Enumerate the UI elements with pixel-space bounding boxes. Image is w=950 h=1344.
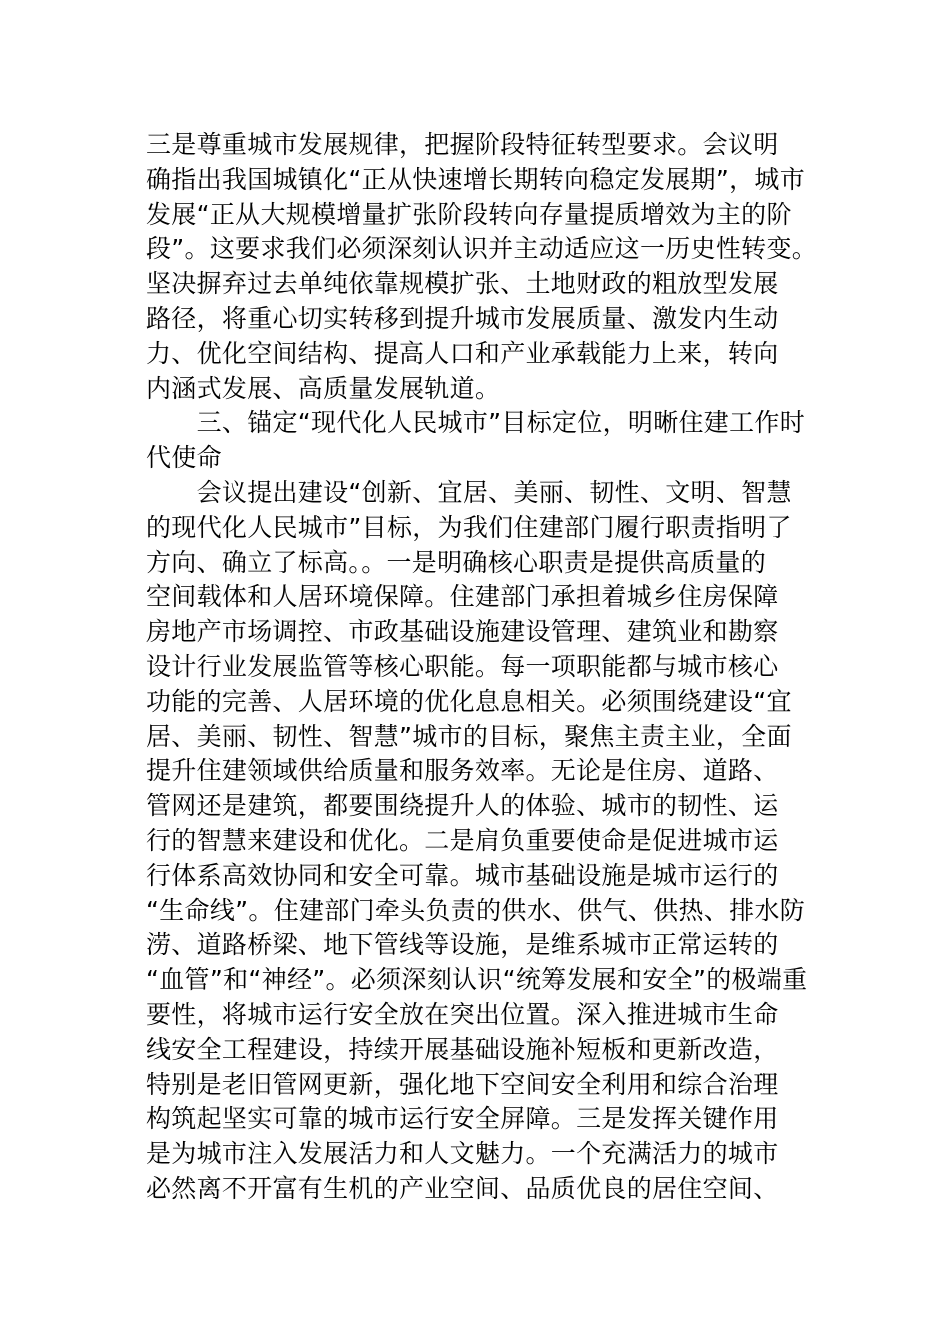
text-line: 内涵式发展、高质量发展轨道。	[146, 373, 501, 403]
text-line: 段”。这要求我们必须深刻认识并主动适应这一历史性转变。	[146, 234, 818, 264]
text-line: 房地产市场调控、市政基础设施建设管理、建筑业和勘察	[146, 617, 779, 647]
text-line: 要性，将城市运行安全放在突出位置。深入推进城市生命	[146, 999, 779, 1029]
text-line: 功能的完善、人居环境的优化息息相关。必须围绕建设“宜	[146, 686, 792, 716]
text-line: 居、美丽、韧性、智慧”城市的目标，聚焦主责主业，全面	[146, 721, 792, 751]
text-line: 管网还是建筑，都要围绕提升人的体验、城市的韧性、运	[146, 791, 779, 821]
text-line: 提升住建领域供给质量和服务效率。无论是住房、道路、	[146, 756, 779, 786]
text-line: 涝、道路桥梁、地下管线等设施，是维系城市正常运转的	[146, 930, 779, 960]
text-line: 方向、确立了标高。。一是明确核心职责是提供高质量的	[146, 547, 767, 577]
section-heading-line: 三、锚定“现代化人民城市”目标定位，明晰住建工作时	[146, 408, 806, 438]
section-heading-line: 代使命	[146, 443, 222, 473]
text-line: 确指出我国城镇化“正从快速增长期转向稳定发展期”，城市	[146, 164, 806, 194]
text-line: “生命线”。住建部门牵头负责的供水、供气、供热、排水防	[146, 895, 806, 925]
text-line: 坚决摒弃过去单纯依靠规模扩张、土地财政的粗放型发展	[146, 269, 779, 299]
text-line: 线安全工程建设，持续开展基础设施补短板和更新改造，	[146, 1034, 779, 1064]
text-line: 路径，将重心切实转移到提升城市发展质量、激发内生动	[146, 303, 779, 333]
text-line: 构筑起坚实可靠的城市运行安全屏障。三是发挥关键作用	[146, 1104, 779, 1134]
text-line: 的现代化人民城市”目标，为我们住建部门履行职责指明了	[146, 512, 792, 542]
text-line: 空间载体和人居环境保障。住建部门承担着城乡住房保障	[146, 582, 779, 612]
text-line: 会议提出建设“创新、宜居、美丽、韧性、文明、智慧	[146, 477, 792, 507]
text-line: 三是尊重城市发展规律，把握阶段特征转型要求。会议明	[146, 130, 779, 159]
text-line: 必然离不开富有生机的产业空间、品质优良的居住空间、	[146, 1173, 779, 1203]
body-text	[146, 128, 818, 1207]
text-line: 设计行业发展监管等核心职能。每一项职能都与城市核心	[146, 651, 779, 681]
text-line: 行体系高效协同和安全可靠。城市基础设施是城市运行的	[146, 860, 779, 890]
text-line: “血管”和“神经”。必须深刻认识“统筹发展和安全”的极端重	[146, 965, 808, 995]
text-line: 是为城市注入发展活力和人文魅力。一个充满活力的城市	[146, 1139, 779, 1169]
text-line: 发展“正从大规模增量扩张阶段转向存量提质增效为主的阶	[146, 199, 792, 229]
text-line: 特别是老旧管网更新，强化地下空间安全利用和综合治理	[146, 1069, 779, 1099]
text-line: 力、优化空间结构、提高人口和产业承载能力上来，转向	[146, 338, 779, 368]
text-line: 行的智慧来建设和优化。二是肩负重要使命是促进城市运	[146, 825, 779, 855]
